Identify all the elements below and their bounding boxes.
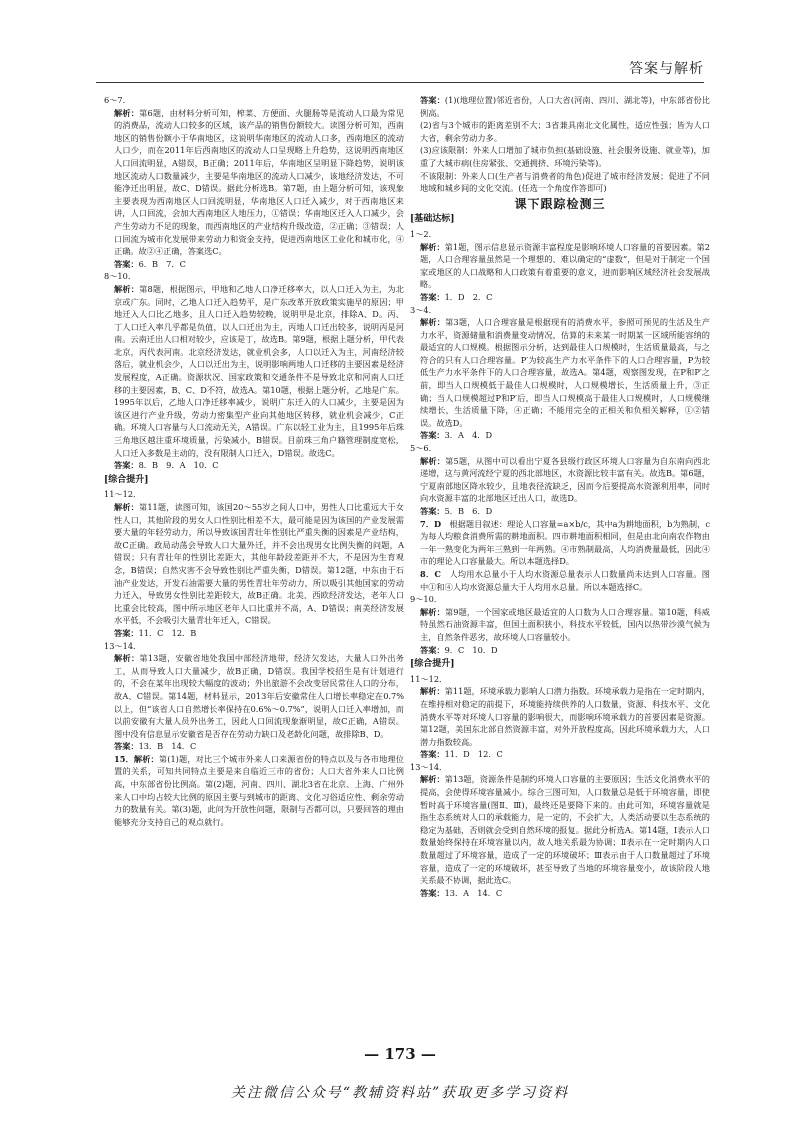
paragraph-label: 解析： <box>420 317 446 328</box>
paragraph-text: 8．B 9．A 10．C <box>138 460 219 471</box>
paragraph-label: 答案： <box>114 460 139 471</box>
paragraph-text: 第(1)题，对比三个城市外来人口来源省份的特点以及与各市地理位置的关系，可知共同特点主要是来自临近三市的省份；人口大省外来人口比例高，中东部省份比例高。第(2)题，河南、四川、湖北3省在北京、上海、广州外来人口中均占较大比例的原因主要与到城市的距离、文化习俗适应性、剩余劳动力的数量有关。第(3)题，此问为开放性问题，限制与否都可以，只要回答的理由能够充分支持自己的观点就行。 <box>114 753 404 827</box>
explanation-paragraph <box>104 652 404 740</box>
paragraph-text: 第11题，读图可知，该国20～55岁之间人口中，男性人口比重远大于女性人口，其他阶段的男女人口性别比相差不大，最可能是因为该国的产业发展需要大量的年轻劳动力，所以导致该国青壮年性别比严重失衡的因素是产业结构，故C正确。政局动荡会导致人口大量外迁，并不会出现男女比例失衡的问题，A错误；只有青壮年的性别比差距大，其他年龄段差距并不大，不是因为生育观念，B错误；自然灾害不会导致性别比严重失衡，D错误。第12题，中东由于石油产业发达，开发石油需要大量的男性青壮年劳动力，所以吸引其他国家的劳动力迁入，导致男女性别比差距较大，故B正确。北美、西欧经济发达，老年人口比重会比较高，图中所示地区老年人口比重并不高，A、D错误；南美经济发展水平低，不会吸引大量青壮年迁入，C错误。 <box>114 502 404 626</box>
explanation-paragraph <box>104 283 404 459</box>
header-title: 答案与解析 <box>629 61 704 77</box>
question-range: 11～12． <box>410 673 448 684</box>
question-range: 6～7． <box>104 95 131 105</box>
explanation-paragraph <box>104 753 404 829</box>
paragraph-label: 解析： <box>420 774 445 785</box>
explanation-paragraph <box>410 773 710 886</box>
explanation-paragraph <box>410 170 710 195</box>
paragraph-text: 人均用水总量小于人均水资源总量表示人口数量尚未达到人口容量。图中①和④人均水资源总量大于人均用水总量。所以本题选择C。 <box>420 568 710 592</box>
answer-line <box>104 459 404 472</box>
answer-line <box>410 505 710 518</box>
explanation-paragraph <box>410 606 710 644</box>
paragraph-label: 解析： <box>114 107 140 118</box>
explanation-paragraph <box>410 518 710 568</box>
explanation-paragraph <box>410 119 710 144</box>
paragraph-text: (2)省与3个城市的距离差别不大；3省兼具南北文化属性，适应性强；皆为人口大省，剩余劳动力多。 <box>420 120 710 143</box>
paragraph-text: 第8题，根据图示，甲地和乙地人口净迁移率大，以人口迁入为主，为北京或广东。同时，乙地人口迁入趋势平，是广东改革开放政策实施早的原因；甲地迁入人口比乙地多，且人口迁入趋势较晚，说明甲是北京，排除A、D。丙、丁人口迁入率几乎都是负值，以人口迁出为主，丙地人口迁出较多，说明丙是河南。云南迁出人口相对较少，应该是丁，故选B。第9题，根据上题分析，甲代表北京，丙代表河南。北京经济发达，就业机会多，人口以迁入为主，河南经济较落后，就业机会少，人口以迁出为主，说明影响两地人口迁移的主要因素是经济发展程度，A正确。资源状况、国家政策和交通条件不是导致北京和河南人口迁移的主要因素，B、C、D不符，故选A。第10题，根据上题分析，乙地是广东。1995年以后，乙地人口净迁移率减少，说明广东迁入的人口减少，主要是因为该区进行产业升级，劳动力密集型产业向其他地区转移，就业机会减少，C正确。环境人口容量与人口流动无关，A错误。广东以轻工业为主，且1995年后珠三角地区越注重环境质量，污染减小，B错误。目前珠三角户籍管理制度宽松，人口迁入多数是主动的，没有限制人口迁入，D错误。故选C。 <box>114 283 404 458</box>
answer-line <box>104 627 404 640</box>
question-range: 1～2． <box>410 228 437 239</box>
answer-line <box>410 644 710 657</box>
paragraph-label: 解析： <box>114 653 140 664</box>
answer-line <box>104 258 404 271</box>
paragraph-text: 6．B 7．C <box>138 258 186 269</box>
paragraph-text: 第11题，环境承载力影响人口潜力指数。环境承载力是指在一定时期内，在维持相对稳定的前提下，环境能持续供养的人口数量，资源、科技水平、文化消费水平等对环境人口容量的影响很大，而影响环境承载力的首要因素是资源。第12题，美国东北部自然资源丰富，对外开放程度高，因此环境承载力大，人口潜力指数较高。 <box>420 686 710 747</box>
subsection-heading: [综合提升] <box>410 659 455 670</box>
explanation-paragraph <box>410 685 710 748</box>
explanation-paragraph <box>410 94 710 119</box>
paragraph-text: 13．A 14．C <box>444 887 503 898</box>
question-range: 8～10． <box>104 271 137 282</box>
subsection-heading: [基础达标] <box>410 214 455 225</box>
page-number: — 173 — <box>364 1045 436 1063</box>
paragraph-label: 答案： <box>420 644 445 655</box>
explanation-paragraph <box>410 316 710 429</box>
paragraph-text: 第1题，图示信息显示资源丰富程度是影响环境人口容量的首要因素。第2题，人口合理容量虽然是一个理想的、难以确定的“虚数”，但是对于制定一个国家或地区的人口战略和人口政策有着重要的意义，进而影响区域经济社会发展战略。 <box>420 241 710 290</box>
answer-line <box>104 740 404 753</box>
paragraph-text: 第13题，安徽省地处我国中部经济地带，经济欠发达，大量人口外出务工，从而导致人口大量减少，故B正确，D错误。我国学校招生是有计划进行的，不会在某年出现较大幅度的波动；外出旅游不会改变居民常住人口的分布，故A、C错误。第14题，材料显示，2013年后安徽常住人口增长率稳定在0.7%以上，但“该省人口自然增长率保持在0.6%～0.7%”，说明人口迁入率增加，而以前安徽有大量人员外出务工，因此人口回流现象渐明显，故C正确，A错误。图中没有信息显示安徽省是否存在劳动力缺口及老龄化问题，故排除B、D。 <box>114 653 404 739</box>
paragraph-label: 答案： <box>420 749 445 760</box>
paragraph-text: 根据题目叙述：理论人口容量=a×b/c，其中a为耕地面积，b为熟制，c为每人均粮食消费所需的耕地面积。四市耕地面积相同，但是由北向南农作物由一年一熟变化为两年三熟到一年两熟。④市熟制最高，人均消费量最低，因此④市的理论人口容量最大。所以本题选择D。 <box>420 518 710 567</box>
paragraph-text: 不该限制：外来人口(生产者与消费者的角色)促进了城市经济发展；促进了不同地域和城乡间的文化交流。(任选一个角度作答即可) <box>420 170 710 194</box>
header-rule <box>96 82 704 83</box>
paragraph-label: 答案： <box>420 291 445 302</box>
paragraph-label: 答案： <box>420 887 445 898</box>
paragraph-label: 7．D <box>420 518 450 529</box>
paragraph-text: 11．C 12．B <box>138 627 197 638</box>
question-range: 13～14． <box>410 761 448 772</box>
paragraph-label: 解析： <box>420 455 446 466</box>
question-range: 9～10． <box>410 594 443 605</box>
paragraph-label: 15．解析： <box>114 753 159 764</box>
explanation-paragraph <box>410 455 710 505</box>
paragraph-label: 解析： <box>114 502 140 512</box>
explanation-paragraph <box>104 501 404 627</box>
question-range: 5～6． <box>410 443 437 454</box>
subsection-heading: [综合提升] <box>104 474 149 485</box>
paragraph-label: 答案： <box>420 95 445 105</box>
paragraph-text: 11．D 12．C <box>444 749 503 760</box>
paragraph-label: 解析： <box>420 606 445 617</box>
paragraph-text: 第6题，由材料分析可知，榨菜、方便面、火腿肠等是流动人口最为常见的消费品，流动人口较多的区域，该产品的销售份额较大。读图分析可知，西南地区的销售份额小于华南地区，这说明华南地区的流动人口多，西南地区的流动人口少，而在2011年后西南地区的流动人口呈现略上升趋势，这说明西南地区人口回流明显，A错误，B正确；2011年后，华南地区呈明显下降趋势，说明该地区流动人口数量减少，主要是华南地区的流动人口减少，该地经济发达，不可能净迁出明显，故C、D错误。据此分析选B。第7题，由上题分析可知，该现象主要表现为西南地区人口回流明显，华南地区人口迁入减少，对于西南地区来讲，人口回流，会加大西南地区人地压力，①错误；华南地区迁入人口减少，会产生劳动力不足的现象，而西南地区的产业结构升级改造，②正确；③错误；人口回流为城市化发展带来劳动力和资金支持，促进西南地区工业化和城市化，④正确。故②④正确，答案选C。 <box>114 107 404 257</box>
paragraph-label: 解析： <box>420 686 445 697</box>
paragraph-label: 解析： <box>420 241 445 252</box>
paragraph-label: 答案： <box>114 258 139 269</box>
explanation-paragraph <box>104 107 404 258</box>
paragraph-text: 1．D 2．C <box>444 291 493 302</box>
question-range: 3～4． <box>410 304 437 315</box>
answer-line <box>410 291 710 304</box>
explanation-paragraph <box>410 144 710 169</box>
paragraph-text: 3．A 4．D <box>444 430 493 441</box>
footer-note: 关注微信公众号“教辅资料站”获取更多学习资料 <box>230 1085 570 1101</box>
paragraph-label: 8．C <box>420 568 450 579</box>
left-column <box>104 94 404 828</box>
paragraph-label: 答案： <box>114 627 139 638</box>
paragraph-text: (1)(地理位置)邻近省份，人口大省(河南、四川、湖北等)，中东部省份比例高。 <box>420 95 710 118</box>
paragraph-text: 第13题，资源条件是制约环境人口容量的主要原因；生活文化消费水平的提高，会使得环境容量减小。综合三图可知，人口数量总是低于环境容量，即使暂时高于环境容量(图Ⅱ、Ⅲ)，最终还是要降下来的。由此可知，环境容量就是指生态系统对人口的承载能力，是一定的，不会扩大，人类活动要以生态系统的稳定为基础，否则就会受到自然环境的报复。据此分析选A。第14题，Ⅰ表示人口数量始终保持在环境容量以内，故人地关系最为协调；Ⅱ表示在一定时期内人口数量超过了环境容量，造成了一定的环境破坏；Ⅲ表示由于人口数量超过了环境容量，造成了一定的环境破坏，甚至导致了当地的环境容量变小，故该阶段人地关系最不协调，据此选C。 <box>420 774 710 886</box>
answer-line <box>410 748 710 761</box>
paragraph-label: 答案： <box>420 430 445 441</box>
paragraph-text: 9．C 10．D <box>444 644 498 655</box>
explanation-paragraph <box>410 568 710 593</box>
explanation-paragraph <box>410 241 710 291</box>
paragraph-text: 13．B 14．C <box>138 741 197 752</box>
paragraph-label: 解析： <box>114 283 140 294</box>
question-range: 11～12． <box>104 489 142 500</box>
right-column <box>410 94 710 899</box>
paragraph-text: 5．B 6．D <box>444 506 493 516</box>
paragraph-text: 第3题，人口合理容量是根据现有的消费水平，参照可预见的生活及生产力水平，资源储量和消费量变动情况，估算的未来某一时期某一区域所能容纳的最适宜的人口规模。根据图示分析，达到最佳人口规模时，生活质量最高，与之符合的只有人口合理容量。P′为较高生产力水平条件下的人口合理容量，P为较低生产力水平条件下的人口合理容量，故选A。第4题，观察图发现，在P和P′之前，即当人口规模低于最佳人口规模时，人口规模增长，生活质量上升，③正确；当人口规模超过P和P′后，即当人口规模高于最佳人口规模时，人口规模继续增长，生活质量下降，④正确；不能用完全的正相关和负相关解释，①②错误。故选D。 <box>420 317 710 428</box>
paragraph-label: 答案： <box>420 506 445 516</box>
paragraph-text: (3)应该限制：外来人口增加了城市负担(基础设施、社会服务设施、就业等)，加重了大城市病(住房紧张、交通拥挤、环境污染等)。 <box>420 145 710 168</box>
question-range: 13～14． <box>104 640 142 651</box>
section-title: 课下跟踪检测三 <box>514 196 606 211</box>
paragraph-text: 第5题，从图中可以看出宁夏各县级行政区环境人口容量为自东南向西北递增，这与黄河流经宁夏的西北部地区，水资源比较丰富有关。故选B。第6题，宁夏南部地区降水较少，且地表径流缺乏，因而今后要提高水资源利用率，同时向水资源丰富的北部地区迁出人口，故选D。 <box>420 455 710 504</box>
answer-line <box>410 887 710 900</box>
paragraph-label: 答案： <box>114 741 139 752</box>
answer-line <box>410 429 710 442</box>
paragraph-text: 第9题，一个国家或地区最适宜的人口数为人口合理容量。第10题，科威特虽然石油资源丰富，但国土面积狭小，科技水平较低，国内以热带沙漠气候为主，自然条件恶劣，故环境人口容量较小。 <box>420 606 710 642</box>
